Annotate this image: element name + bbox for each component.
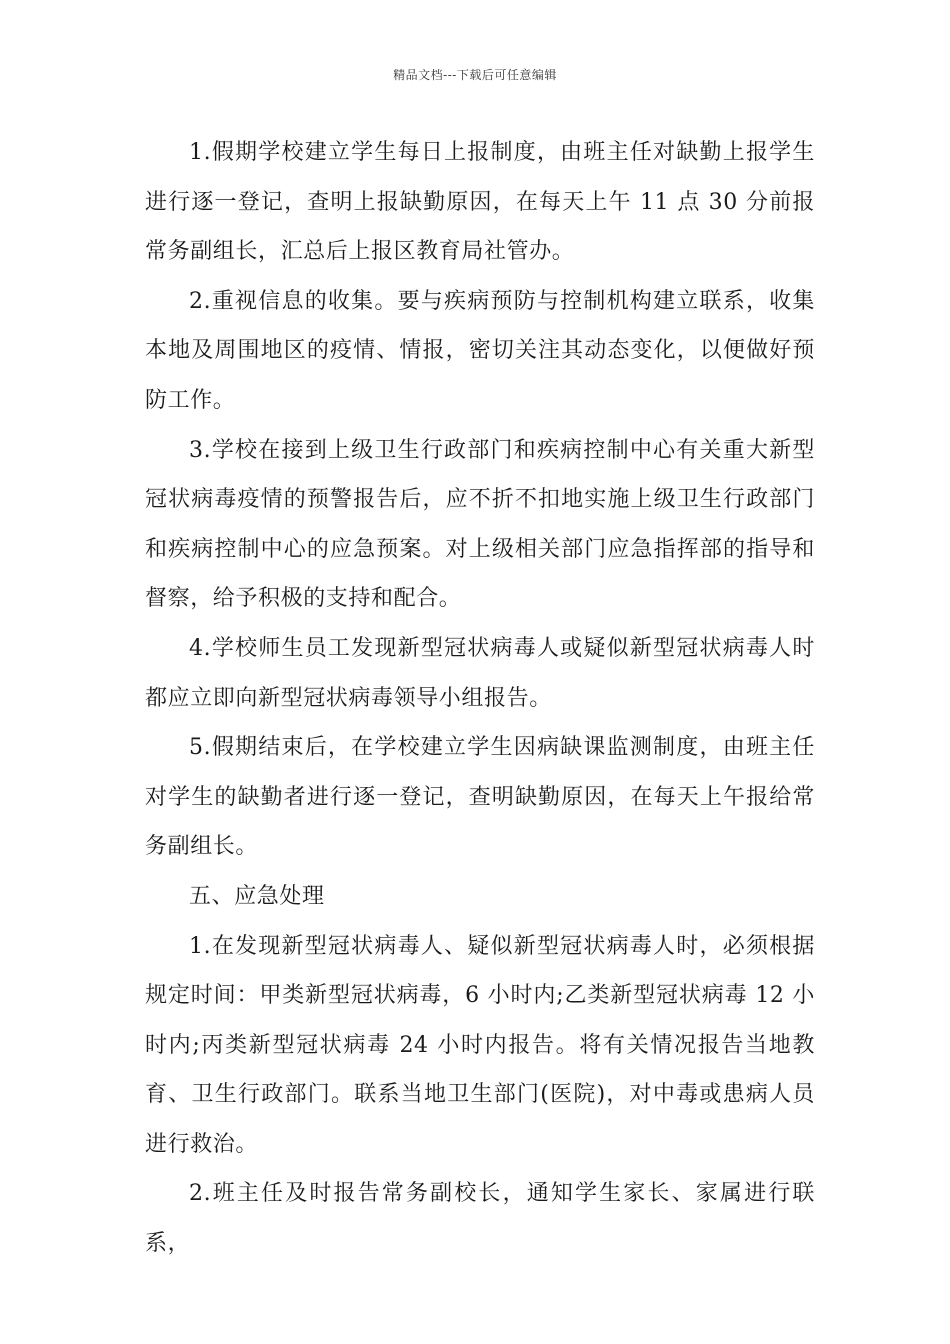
document-body (145, 128, 815, 1269)
paragraph-4: 4.学校师生员工发现新型冠状病毒人或疑似新型冠状病毒人时都应立即向新型冠状病毒领导小组报告。 (145, 635, 815, 711)
paragraph-1: 1.假期学校建立学生每日上报制度，由班主任对缺勤上报学生进行逐一登记，查明上报缺勤原因，在每天上午 11 点 30 分前报常务副组长，汇总后上报区教育局社管办。 (145, 140, 815, 265)
paragraph-6: 1.在发现新型冠状病毒人、疑似新型冠状病毒人时，必须根据规定时间：甲类新型冠状病毒，6 小时内;乙类新型冠状病毒 12 小时内;丙类新型冠状病毒 24 小时内报告。将有关情况报告当地教育、卫生行政部门。联系当地卫生部门(医院)，对中毒或患病人员进行救治。 (145, 933, 815, 1157)
section-heading: 五、应急处理 (189, 883, 325, 909)
paragraph-7: 2.班主任及时报告常务副校长，通知学生家长、家属进行联系， (145, 1181, 815, 1257)
paragraph-5: 5.假期结束后，在学校建立学生因病缺课监测制度，由班主任对学生的缺勤者进行逐一登记，查明缺勤原因，在每天上午报给常务副组长。 (145, 735, 815, 860)
page-header: 精品文档---下载后可任意编辑 (393, 68, 557, 82)
paragraph-2: 2.重视信息的收集。要与疾病预防与控制机构建立联系，收集本地及周围地区的疫情、情报，密切关注其动态变化，以便做好预防工作。 (145, 288, 815, 413)
paragraph-3: 3.学校在接到上级卫生行政部门和疾病控制中心有关重大新型冠状病毒疫情的预警报告后，应不折不扣地实施上级卫生行政部门和疾病控制中心的应急预案。对上级相关部门应急指挥部的指导和督察，给予积极的支持和配合。 (145, 437, 815, 612)
